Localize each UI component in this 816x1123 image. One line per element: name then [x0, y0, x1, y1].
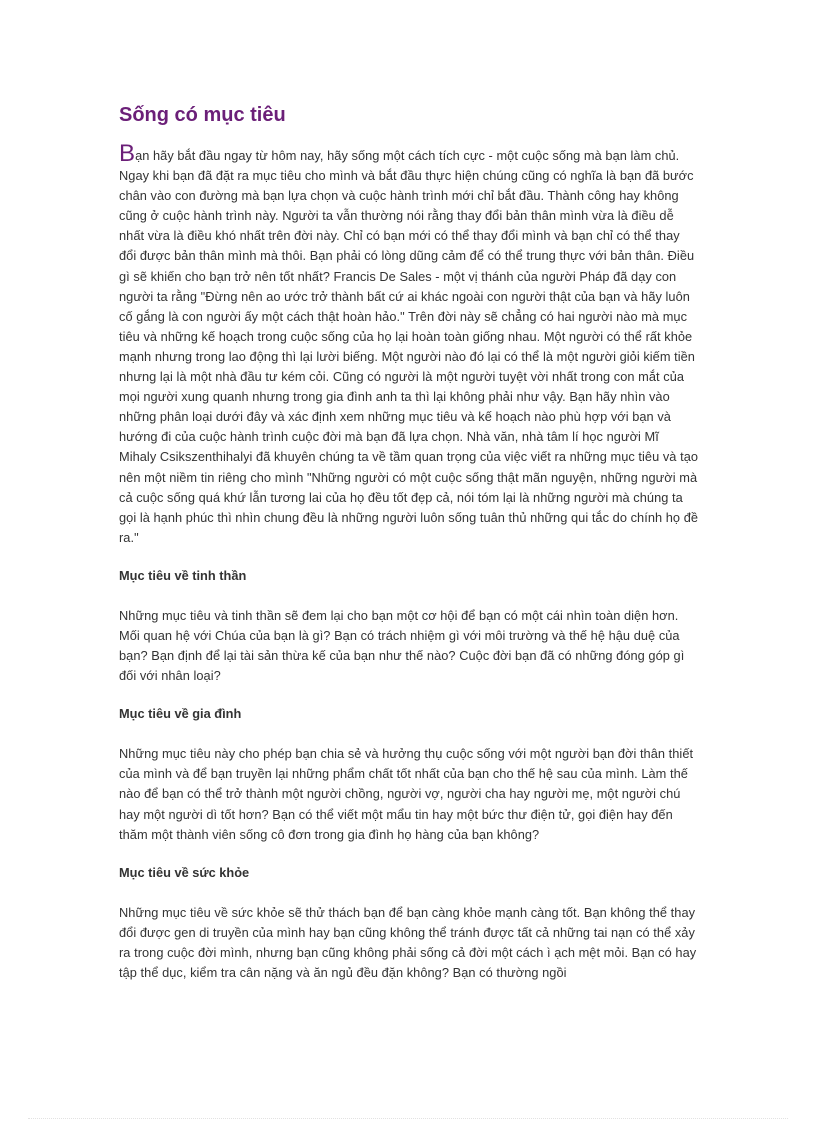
- section-body-family: Những mục tiêu này cho phép bạn chia sẻ và hưởng thụ cuộc sống với một người bạn đời thân thiết của mình và để bạn truyền lại những phẩm chất tốt nhất của bạn cho thế hệ sau của mình. Làm thế nào để bạn có thể trở thành một người chồng, người vợ, người cha hay người mẹ, một người chú hay một người dì tốt hơn? Bạn có thể viết một mẩu tin hay một bức thư điện tử, gọi điện hay đến thăm một thành viên sống cô đơn trong gia đình họ hàng của bạn không?: [119, 746, 694, 842]
- drop-cap: B: [119, 140, 136, 167]
- article: [119, 100, 699, 983]
- section-body-spiritual: Những mục tiêu và tinh thần sẽ đem lại cho bạn một cơ hội để bạn có một cái nhìn toàn diện hơn. Mối quan hệ với Chúa của bạn là gì? Bạn có trách nhiệm gì với môi trường và thế hệ hậu duệ của bạn? Bạn định để lại tài sản thừa kế của bạn như thế nào? Cuộc đời bạn đã có những đóng góp gì đối với nhân loại?: [119, 607, 685, 684]
- intro-text: ạn hãy bắt đầu ngay từ hôm nay, hãy sống một cách tích cực - một cuộc sống mà bạn làm chủ. Ngay khi bạn đã đặt ra mục tiêu cho mình và bắt đầu thực hiện chúng cũng có nghĩa là bạn đã bước chân vào con đường mà bạn lựa chọn và cuộc hành trình mới chỉ bắt đầu. Thành công hay không cũng ở cuộc hành trình này. Người ta vẫn thường nói rằng thay đổi bản thân mình vừa là điều dễ nhất vừa là điều khó nhất trên đời này. Chỉ có bạn mới có thể thay đổi mình và bạn chỉ có thể thay đổi được bản thân mình mà thôi. Bạn phải có lòng dũng cảm để có thể trung thực với bản thân. Điều gì sẽ khiến cho bạn trở nên tốt nhất? Francis De Sales - một vị thánh của người Pháp đã dạy con người ta rằng "Đừng nên ao ước trở thành bất cứ ai khác ngoài con người thật của bạn và hãy luôn cố gắng là con người ấy một cách thật hoàn hảo." Trên đời này sẽ chẳng có hai người nào mà mục tiêu và những kế hoạch trong cuộc sống của họ lại hoàn toàn giống nhau. Một người có thể rất khỏe mạnh nhưng trong lao động thì lại lười biếng. Một người nào đó lại có thể là một người giỏi kiếm tiền nhưng lại là một nhà đầu tư kém cỏi. Cũng có người là một người tuyệt vời nhất trong con mắt của mọi người xung quanh nhưng trong gia đình anh ta thì lại không phải như vậy. Bạn hãy nhìn vào những phân loại dưới đây và xác định xem những mục tiêu và kế hoạch nào phù hợp với bạn và hướng đi của cuộc hành trình cuộc đời mà bạn đã lựa chọn. Nhà văn, nhà tâm lí học người Mĩ Mihaly Csikszenthihalyi đã khuyên chúng ta về tầm quan trọng của việc viết ra những mục tiêu và tạo nên một niềm tin riêng cho mình "Những người có một cuộc sống thật mãn nguyện, những người mà cả cuộc sống quá khứ lẫn tương lai của họ đều tốt đẹp cả, nói tóm lại là những người mà chúng ta gọi là hạnh phúc thì nhìn chung đều là những người luôn sống tuân thủ những qui tắc do chính họ đề ra.": [119, 148, 699, 545]
- section-heading-spiritual: Mục tiêu về tinh thần: [119, 567, 247, 583]
- article-title: Sống có mục tiêu: [119, 104, 286, 126]
- section-heading-family: Mục tiêu về gia đình: [119, 706, 242, 722]
- intro-paragraph: [119, 140, 699, 548]
- section-heading-health: Mục tiêu về sức khỏe: [119, 864, 250, 880]
- section-body-health: Những mục tiêu về sức khỏe sẽ thử thách bạn để bạn càng khỏe mạnh càng tốt. Bạn không thể thay đổi được gen di truyền của mình hay bạn cũng không thể tránh được tất cả những tai nạn có thể xảy ra trong cuộc đời mình, nhưng bạn cũng không phải sống cả đời một cách ì ạch mệt mỏi. Bạn có hay tập thể dục, kiểm tra cân nặng và ăn ngủ đều đặn không? Bạn có thường ngồi: [119, 904, 697, 980]
- page-bottom-divider: [28, 1118, 788, 1119]
